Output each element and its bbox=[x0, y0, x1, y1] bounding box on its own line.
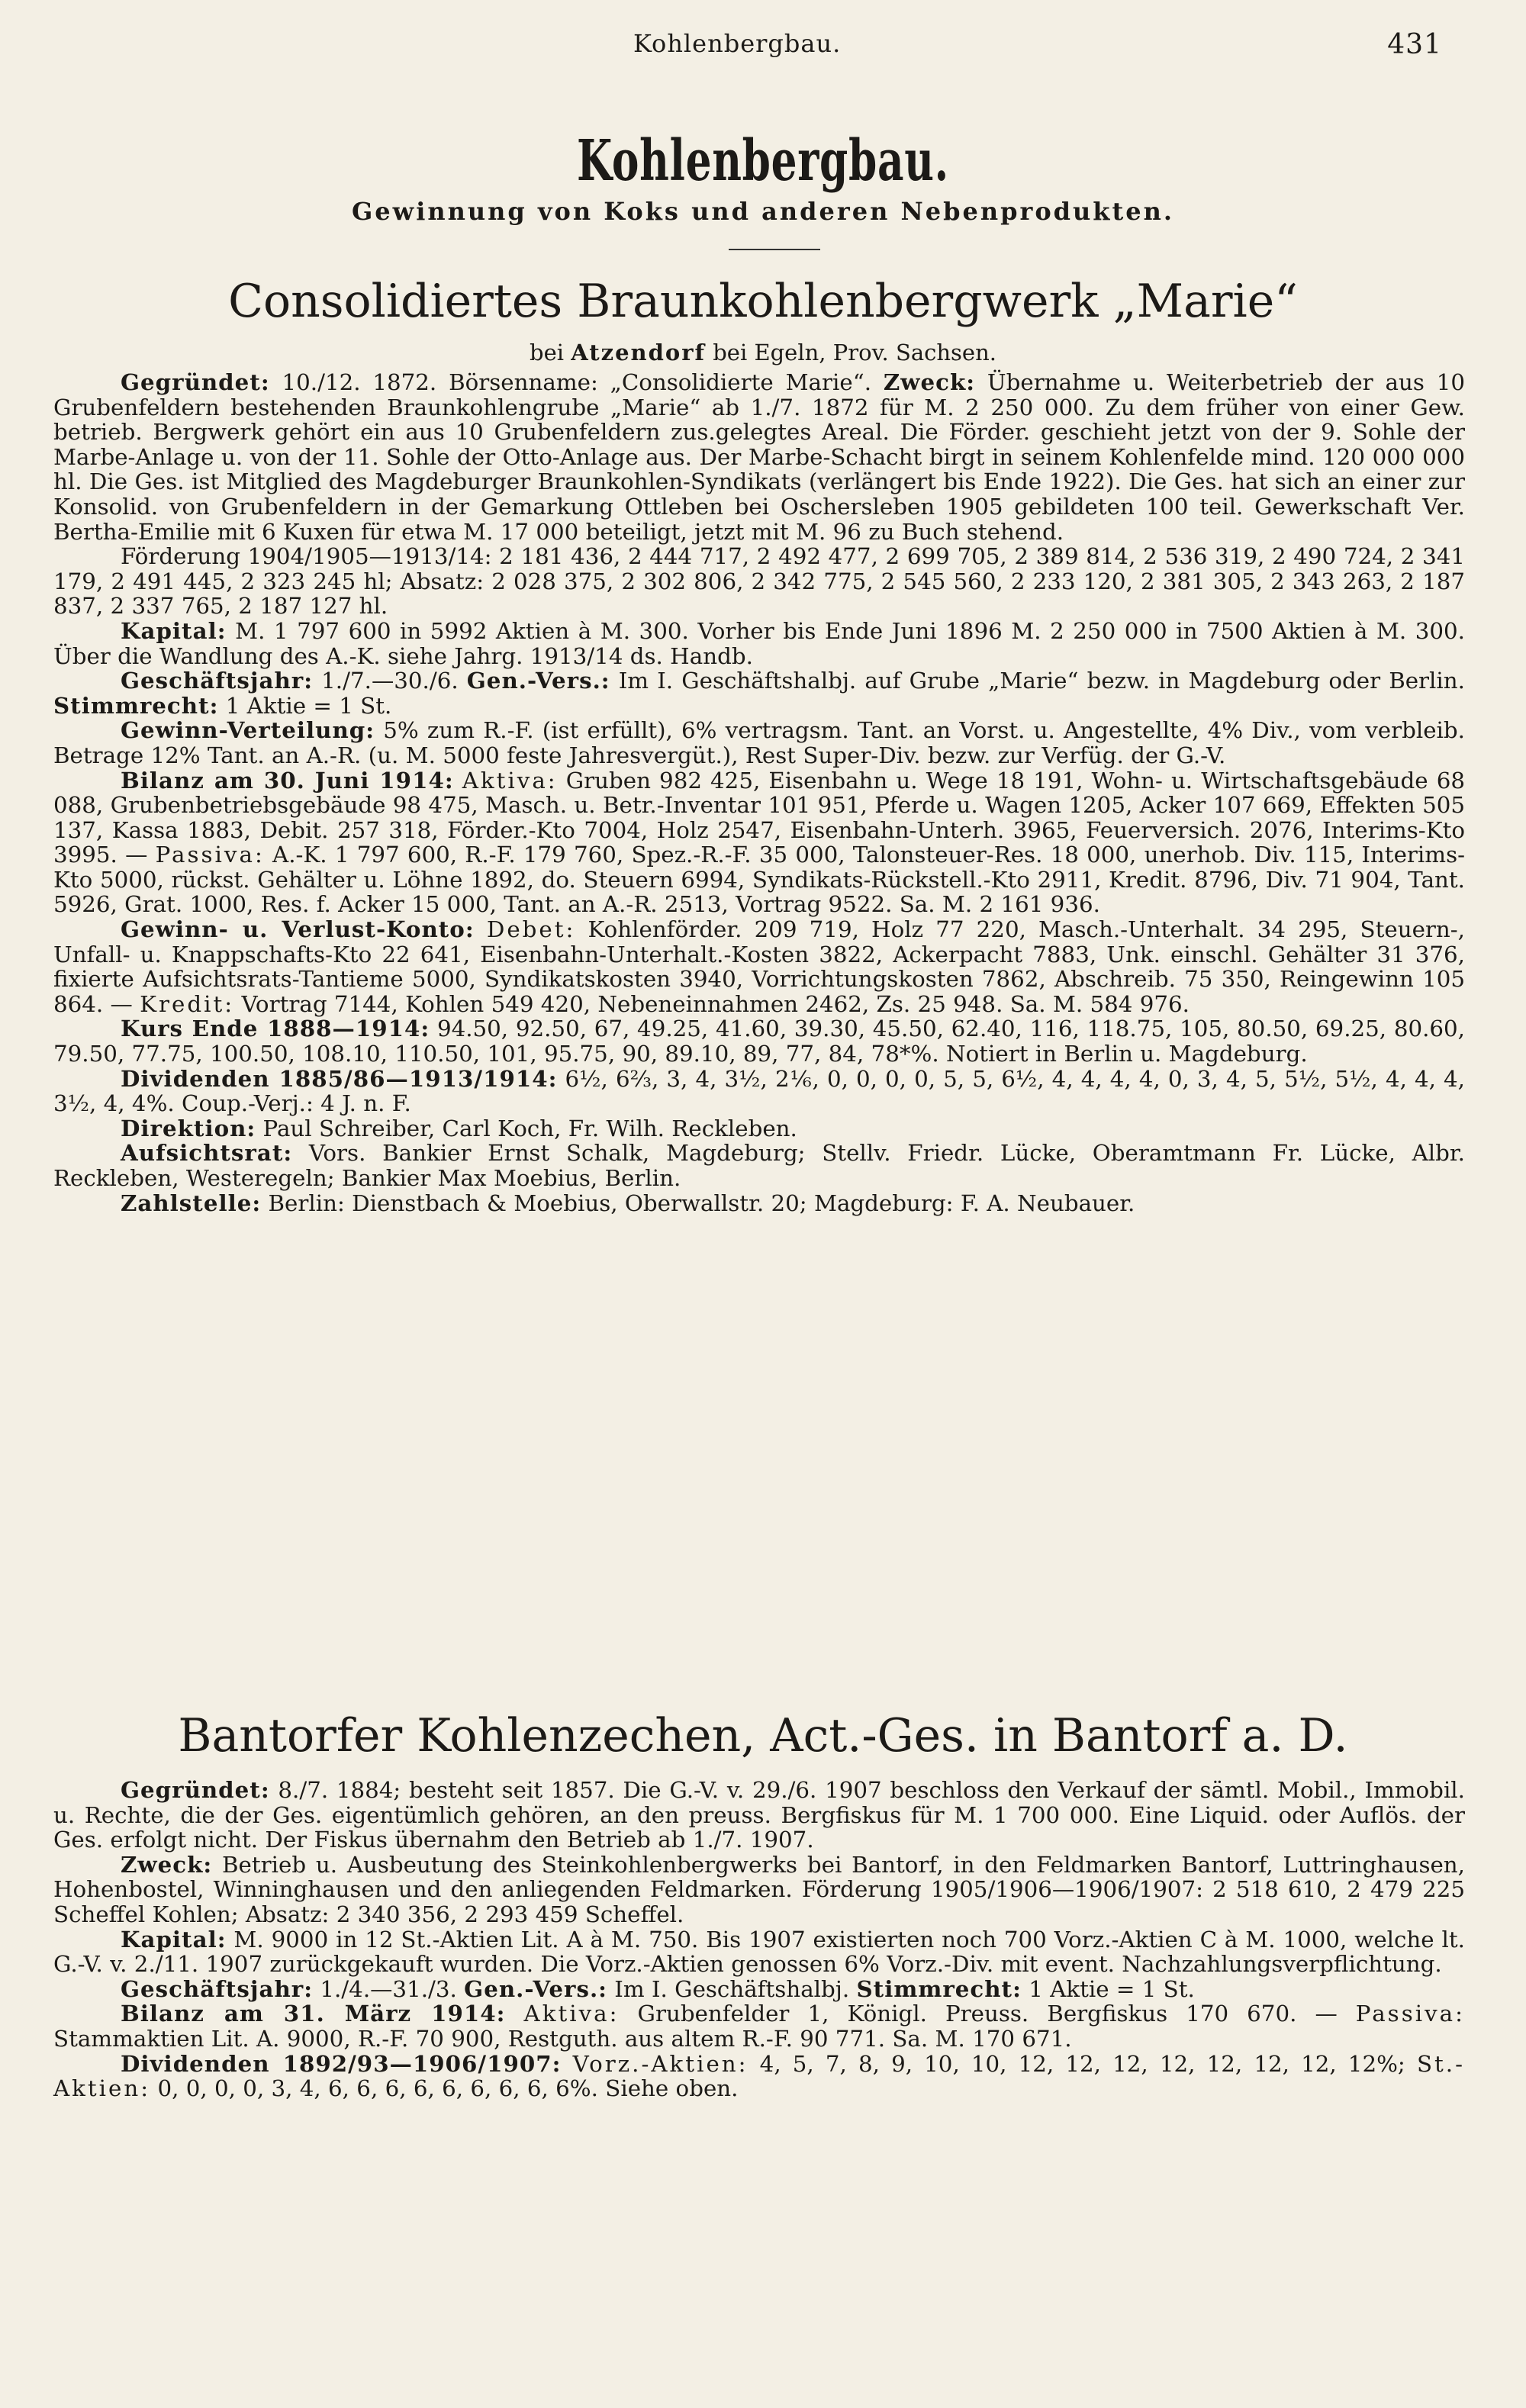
bantorf-stimmrecht-label: Stimmrecht: bbox=[856, 1975, 1022, 2002]
marie-direktion-text: Paul Schreiber, Carl Koch, Fr. Wilh. Reckleben. bbox=[256, 1115, 797, 1141]
marie-gegruendet-text: 10./12. 1872. Börsenname: „Consolidierte Marie“. bbox=[269, 369, 872, 395]
marie-gewinnverteilung-para bbox=[53, 718, 1465, 768]
marie-gegruendet-label: Gegründet: bbox=[121, 369, 270, 395]
marie-geschaeftsjahr-text: 1./7.—30./6. bbox=[313, 668, 467, 694]
marie-geschaeftsjahr-para bbox=[53, 668, 1465, 718]
marie-location-post: bei Egeln, Prov. Sachsen. bbox=[706, 340, 996, 365]
marie-kurs-label: Kurs Ende 1888—1914: bbox=[121, 1015, 430, 1042]
bantorf-dividenden-text1: 4, 5, 7, 8, 9, 10, 10, 12, 12, 12, 12, 12, 12, 12, 12%; bbox=[748, 2050, 1417, 2077]
marie-bilanz-label: Bilanz am 30. Juni 1914: bbox=[121, 766, 454, 794]
bantorf-kapital-label: Kapital: bbox=[121, 1925, 227, 1952]
marie-company-title: Consolidiertes Braunkohlenbergwerk „Marie“ bbox=[228, 275, 1298, 328]
bantorf-body bbox=[53, 1778, 1465, 2101]
bantorf-geschaeftsjahr-text: 1./4.—31./3. bbox=[313, 1975, 465, 2002]
marie-dividenden-para bbox=[53, 1064, 1465, 1117]
marie-bilanz-para bbox=[53, 768, 1465, 918]
marie-kapital-para bbox=[53, 616, 1465, 669]
marie-aktiva-label: Aktiva: bbox=[462, 767, 558, 794]
bantorf-genvers-text: Im I. Geschäftshalbj. bbox=[607, 1975, 857, 2002]
marie-kapital-label: Kapital: bbox=[121, 616, 227, 644]
bantorf-kapital-para bbox=[53, 1927, 1465, 1977]
marie-foerderung-para: Förderung 1904/1905—1913/14: 2 181 436, 2 444 717, 2 492 477, 2 699 705, 2 389 814, 2 536 319, 2 490 724, 2 341 179, 2 491 445, 2 323 245 hl; Absatz: 2 028 375, 2 302 806, 2 342 775, 2 545 560, 2 233 120, 2 381 305, 2 343 263, 2 187 837, 2 337 765, 2 187 127 hl. bbox=[53, 543, 1465, 620]
bantorf-vorz-label: Vorz.-Aktien: bbox=[572, 2050, 749, 2077]
marie-guv-para bbox=[53, 917, 1465, 1016]
divider-rule bbox=[729, 249, 820, 250]
marie-passiva-label: Passiva: bbox=[155, 842, 265, 868]
marie-stimmrecht-label: Stimmrecht: bbox=[53, 691, 219, 719]
page-number: 431 bbox=[1387, 29, 1442, 60]
bantorf-geschaeftsjahr-para bbox=[53, 1977, 1465, 2002]
marie-zweck-label: Zweck: bbox=[883, 369, 976, 395]
bantorf-zweck-text: Betrieb u. Ausbeutung des Steinkohlenbergwerks bei Bantorf, in den Feldmarken Bantorf, Luttringhausen, Hohenbostel, Winninghausen und den anliegenden Feldmarken. Förderung 1905/1906—1906/1907: 2 518 610, 2 479 225 Scheffel Kohlen; Absatz: 2 340 356, 2 293 459 Scheffel. bbox=[53, 1851, 1465, 1927]
marie-guv-label: Gewinn- u. Verlust-Konto: bbox=[121, 916, 475, 943]
marie-zahlstelle-text: Berlin: Dienstbach & Moebius, Oberwallstr. 20; Magdeburg: F. A. Neubauer. bbox=[261, 1190, 1135, 1216]
marie-aufsichtsrat-text: Vors. Bankier Ernst Schalk, Magdeburg; Stellv. Friedr. Lücke, Oberamtmann Fr. Lücke, Albr. Reckleben, Westeregeln; Bankier Max Moebius, Berlin. bbox=[53, 1140, 1465, 1191]
marie-genvers-text: Im I. Geschäftshalbj. auf Grube „Marie“ bezw. in Magdeburg oder Berlin. bbox=[610, 668, 1465, 694]
marie-zahlstelle-label: Zahlstelle: bbox=[121, 1189, 262, 1216]
marie-bilanz-text1: Gruben 982 425, Eisenbahn u. Wege 18 191, Wohn- u. Wirtschaftsgebäude 68 088, Grubenbetriebsgebäude 98 475, Masch. u. Betr.-Inventar 101 951, Pferde u. Wagen 1205, Acker 107 669, Effekten 505 137, Kassa 1883, Debit. 257 318, Förder.-Kto 7004, Holz 2547, Eisenbahn-Unterh. 3965, Feuerversich. 2076, Interims-Kto 3995. — bbox=[53, 767, 1465, 868]
marie-kredit-label: Kredit: bbox=[140, 990, 235, 1017]
bantorf-bilanz-para bbox=[53, 2001, 1465, 2051]
marie-dividenden-label: Dividenden 1885/86—1913/1914: bbox=[121, 1064, 558, 1092]
marie-kurs-para bbox=[53, 1016, 1465, 1066]
marie-aufsichtsrat-para bbox=[53, 1141, 1465, 1190]
marie-kapital-text: M. 1 797 600 in 5992 Aktien à M. 300. Vorher bis Ende Juni 1896 M. 2 250 000 in 7500 Aktien à M. 300. Über die Wandlung des A.-K. siehe Jahrg. 1913/14 ds. Handb. bbox=[53, 617, 1465, 669]
marie-location-place: Atzendorf bbox=[571, 340, 707, 365]
bantorf-genvers-label: Gen.-Vers.: bbox=[464, 1975, 607, 2002]
marie-gewinnverteilung-label: Gewinn-Verteilung: bbox=[121, 716, 375, 744]
marie-zweck-text: Übernahme u. Weiterbetrieb der aus 10 Grubenfeldern bestehenden Braunkohlengrube „Marie“ ab 1./7. 1872 für M. 2 250 000. Zu dem früher von einer Gew. betrieb. Bergwerk gehört ein aus 10 Grubenfeldern zus.gelegtes Areal. Die Förder. geschieht jetzt von der 9. Sohle der Marbe-Anlage u. von der 11. Sohle der Otto-Anlage aus. Der Marbe-Schacht birgt in seinem Kohlenfelde mind. 120 000 000 hl. Die Ges. ist Mitglied des Magdeburger Braunkohlen-Syndikats (verlängert bis Ende 1922). Die Ges. hat sich an einer zur Konsolid. von Grubenfeldern in der Gemarkung Ottleben bei Oschersleben 1905 gebildeten 100 teil. Gewerkschaft Ver. Bertha-Emilie mit 6 Kuxen für etwa M. 17 000 beteiligt, jetzt mit M. 96 zu Buch stehend. bbox=[53, 369, 1465, 545]
bantorf-zweck-label: Zweck: bbox=[121, 1850, 213, 1878]
marie-debet-label: Debet: bbox=[486, 916, 576, 943]
bantorf-gegruendet-para bbox=[53, 1778, 1465, 1853]
marie-genvers-label: Gen.-Vers.: bbox=[466, 667, 610, 694]
marie-location-pre: bei bbox=[530, 340, 571, 365]
marie-kurs-text: 94.50, 92.50, 67, 49.25, 41.60, 39.30, 45.50, 62.40, 116, 118.75, 105, 80.50, 69.25, 80.60, 79.50, 77.75, 100.50, 108.10, 110.50, 101, 95.75, 90, 89.10, 89, 77, 84, 78*%. Notiert in Berlin u. Magdeburg. bbox=[53, 1016, 1465, 1067]
bantorf-dividenden-text2: 0, 0, 0, 0, 3, 4, 6, 6, 6, 6, 6, 6, 6, 6, 6%. Siehe oben. bbox=[150, 2075, 739, 2102]
marie-stimmrecht-text: 1 Aktie = 1 St. bbox=[218, 692, 392, 719]
bantorf-stimmrecht-text: 1 Aktie = 1 St. bbox=[1021, 1975, 1195, 2002]
bantorf-geschaeftsjahr-label: Geschäftsjahr: bbox=[121, 1975, 314, 2002]
bantorf-kapital-text: M. 9000 in 12 St.-Aktien Lit. A à M. 750. Bis 1907 existierten noch 700 Vorz.-Aktien C à M. 1000, welche lt. G.-V. v. 2./11. 1907 zurückgekauft wurden. Die Vorz.-Aktien genossen 6% Vorz.-Div. mit event. Nachzahlungsverpflichtung. bbox=[53, 1926, 1465, 1978]
marie-direktion-para bbox=[53, 1116, 1465, 1141]
bantorf-passiva-label: Passiva: bbox=[1355, 2001, 1465, 2027]
bantorf-dividenden-label: Dividenden 1892/93—1906/1907: bbox=[121, 2049, 562, 2077]
marie-guv-text1: Kohlenförder. 209 719, Holz 77 220, Masch.-Unterhalt. 34 295, Steuern-, Unfall- u. Knappschafts-Kto 22 641, Eisenbahn-Unterhalt.-Kosten 3822, Ackerpacht 7883, Unk. einschl. Gehälter 31 376, fixierte Aufsichtsrats-Tantieme 5000, Syndikatskosten 3940, Vorrichtungskosten 7862, Abschreib. 75 350, Reingewinn 105 864. — bbox=[53, 916, 1465, 1017]
marie-gegruendet-para bbox=[53, 370, 1465, 544]
bantorf-gegruendet-label: Gegründet: bbox=[121, 1776, 270, 1803]
section-title: Kohlenbergbau. bbox=[577, 128, 949, 194]
bantorf-bilanz-text2: Stammaktien Lit. A. 9000, R.-F. 70 900, Restguth. aus altem R.-F. 90 771. Sa. M. 170 671. bbox=[53, 2025, 1072, 2052]
section-subtitle: Gewinnung von Koks und anderen Nebenprodukten. bbox=[351, 197, 1175, 226]
bantorf-aktiva-label: Aktiva: bbox=[523, 2001, 620, 2027]
marie-aufsichtsrat-label: Aufsichtsrat: bbox=[121, 1139, 293, 1167]
marie-bilanz-text2: A.-K. 1 797 600, R.-F. 179 760, Spez.-R.-F. 35 000, Talonsteuer-Res. 18 000, unerhob. Div. 115, Interims-Kto 5000, rückst. Gehälter u. Löhne 1892, do. Steuern 6994, Syndikats-Rückstell.-Kto 2911, Kredit. 8796, Div. 71 904, Tant. 5926, Grat. 1000, Res. f. Acker 15 000, Tant. an A.-R. 2513, Vortrag 9522. Sa. M. 2 161 936. bbox=[53, 842, 1466, 918]
marie-gewinnverteilung-text: 5% zum R.-F. (ist erfüllt), 6% vertragsm. Tant. an Vorst. u. Angestellte, 4% Div., vom verbleib. Betrage 12% Tant. an A.-R. (u. M. 5000 feste Jahresvergüt.), Rest Super-Div. bezw. zur Verfüg. der G.-V. bbox=[53, 717, 1465, 768]
bantorf-dividenden-para bbox=[53, 2049, 1466, 2102]
marie-direktion-label: Direktion: bbox=[121, 1114, 256, 1141]
running-head-title: Kohlenbergbau. bbox=[633, 29, 842, 58]
bantorf-company-title: Bantorfer Kohlenzechen, Act.-Ges. in Bantorf a. D. bbox=[178, 1709, 1348, 1763]
marie-zahlstelle-para bbox=[53, 1191, 1465, 1216]
marie-guv-text2: Vortrag 7144, Kohlen 549 420, Nebeneinnahmen 2462, Zs. 25 948. Sa. M. 584 976. bbox=[234, 990, 1190, 1017]
marie-body bbox=[53, 370, 1465, 1215]
marie-location bbox=[0, 340, 1526, 365]
bantorf-st-label: St.-Aktien: bbox=[53, 2050, 1466, 2102]
bantorf-gegruendet-text: 8./7. 1884; besteht seit 1857. Die G.-V. v. 29./6. 1907 beschloss den Verkauf der sämtl. Mobil., Immobil. u. Rechte, die der Ges. eigentümlich gehören, an den preuss. Bergfiskus für M. 1 700 000. Eine Liquid. oder Auflös. der Ges. erfolgt nicht. Der Fiskus übernahm den Betrieb ab 1./7. 1907. bbox=[53, 1777, 1465, 1853]
bantorf-bilanz-label: Bilanz am 31. März 1914: bbox=[121, 2000, 506, 2027]
bantorf-zweck-para bbox=[53, 1850, 1465, 1927]
bantorf-bilanz-text1: Grubenfelder 1, Königl. Preuss. Bergfiskus 170 670. — bbox=[619, 2001, 1356, 2027]
marie-dividenden-text: 6½, 6⅔, 3, 4, 3½, 2⅙, 0, 0, 0, 0, 5, 5, 6½, 4, 4, 4, 4, 0, 3, 4, 5, 5½, 5½, 4, 4, 4, 3½, 4, 4%. Coup.-Verj.: 4 J. n. F. bbox=[53, 1065, 1465, 1117]
marie-geschaeftsjahr-label: Geschäftsjahr: bbox=[121, 667, 314, 694]
